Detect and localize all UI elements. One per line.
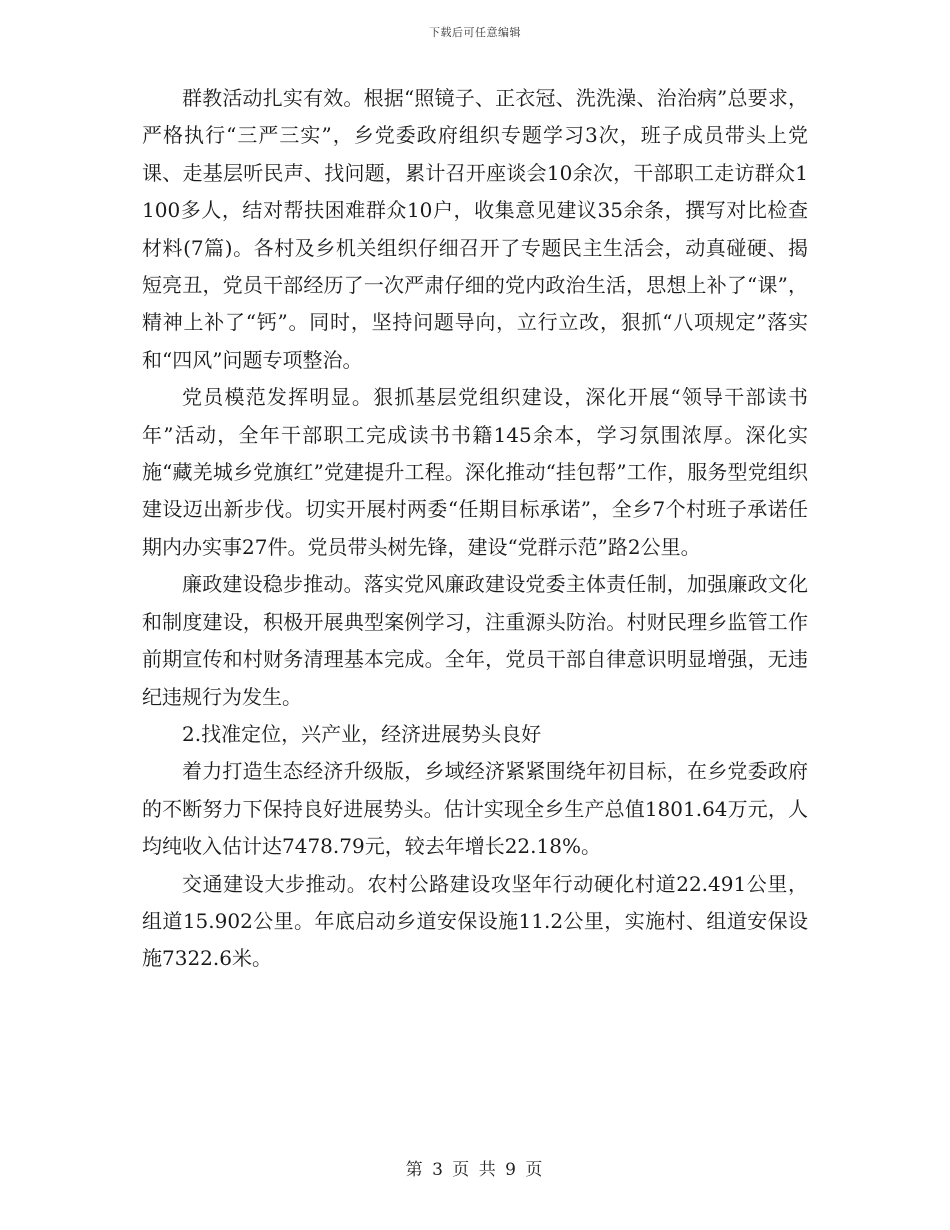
paragraph-clean-government: 廉政建设稳步推动。落实党风廉政建设党委主体责任制，加强廉政文化和制度建设，积极开展典型案例学习，注重源头防治。村财民理乡监管工作前期宣传和村财务清理基本完成。全年，党员干部自律意识明显增强，无违纪违规行为发生。 bbox=[142, 572, 808, 709]
paragraph-mass-education: 群教活动扎实有效。根据“照镜子、正衣冠、洗洗澡、治治病”总要求，严格执行“三严三实”，乡党委政府组织专题学习3次，班子成员带头上党课、走基层听民声、找问题，累计召开座谈会10余次，干部职工走访群众1100多人，结对帮扶困难群众10户，收集意见建议35余条，撰写对比检查材料(7篇)。各村及乡机关组织仔细召开了专题民主生活会，动真碰硬、揭短亮丑，党员干部经历了一次严肃仔细的党内政治生活，思想上补了“课”，精神上补了“钙”。同时，坚持问题导向，立行立改，狠抓“八项规定”落实和“四风”问题专项整治。 bbox=[142, 86, 808, 372]
document-body bbox=[142, 80, 808, 978]
section-heading-economy: 2.找准定位，兴产业，经济进展势头良好 bbox=[182, 721, 542, 746]
page-number-footer: 第 3 页 共 9 页 bbox=[405, 1160, 545, 1180]
paragraph-eco-economy: 着力打造生态经济升级版，乡域经济紧紧围绕年初目标，在乡党委政府的不断努力下保持良好进展势头。估计实现全乡生产总值1801.64万元，人均纯收入估计达7478.79元，较去年增长22.18%。 bbox=[142, 759, 808, 859]
page-header: 下载后可任意编辑 bbox=[429, 26, 521, 39]
paragraph-party-model: 党员模范发挥明显。狠抓基层党组织建设，深化开展“领导干部读书年”活动，全年干部职工完成读书书籍145余本，学习氛围浓厚。深化实施“藏羌城乡党旗红”党建提升工程。深化推动“挂包帮”工作，服务型党组织建设迈出新步伐。切实开展村两委“任期目标承诺”，全乡7个村班子承诺任期内办实事27件。党员带头树先锋，建设“党群示范”路2公里。 bbox=[142, 385, 808, 559]
paragraph-transport: 交通建设大步推动。农村公路建设攻坚年行动硬化村道22.491公里，组道15.902公里。年底启动乡道安保设施11.2公里，实施村、组道安保设施7322.6米。 bbox=[142, 871, 808, 971]
